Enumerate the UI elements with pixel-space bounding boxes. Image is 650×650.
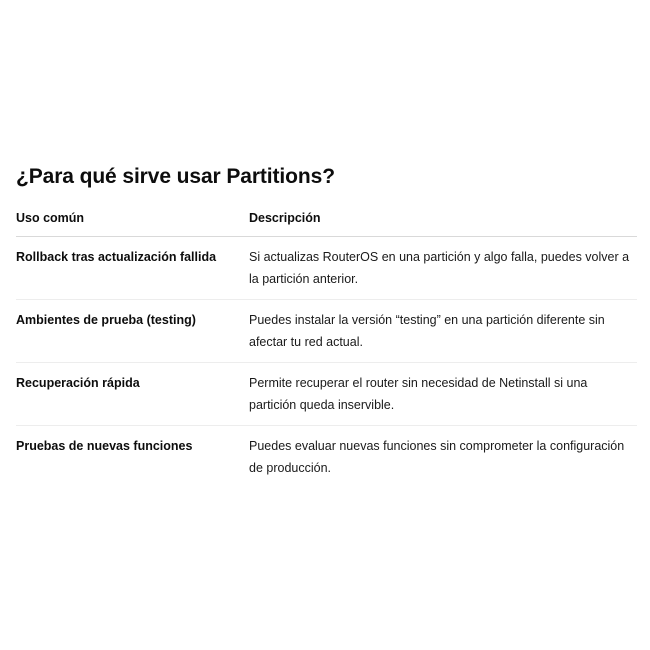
table-row <box>16 300 637 363</box>
content-section <box>16 163 637 488</box>
row-use-cell: Recuperación rápida <box>16 363 249 426</box>
row-description-cell: Puedes evaluar nuevas funciones sin comprometer la configuración de producción. <box>249 439 625 475</box>
table-row <box>16 363 637 426</box>
row-description-cell: Puedes instalar la versión “testing” en una partición diferente sin afectar tu red actual. <box>249 300 637 363</box>
table-row <box>16 237 637 300</box>
table-header-row <box>16 208 637 237</box>
column-header-description: Descripción <box>249 208 637 237</box>
row-use-cell: Rollback tras actualización fallida <box>16 237 249 300</box>
column-header-use: Uso común <box>16 208 249 237</box>
row-description-cell: Si actualizas RouterOS en una partición y algo falla, puedes volver a la partición anterior. <box>249 237 637 300</box>
section-title: ¿Para qué sirve usar Partitions? <box>16 165 335 188</box>
table-row <box>16 426 637 489</box>
row-use-cell: Ambientes de prueba (testing) <box>16 300 249 363</box>
partitions-uses-table <box>16 208 637 488</box>
row-use-cell: Pruebas de nuevas funciones <box>16 439 193 453</box>
row-description-cell: Permite recuperar el router sin necesidad de Netinstall si una partición queda inservible. <box>249 363 637 426</box>
